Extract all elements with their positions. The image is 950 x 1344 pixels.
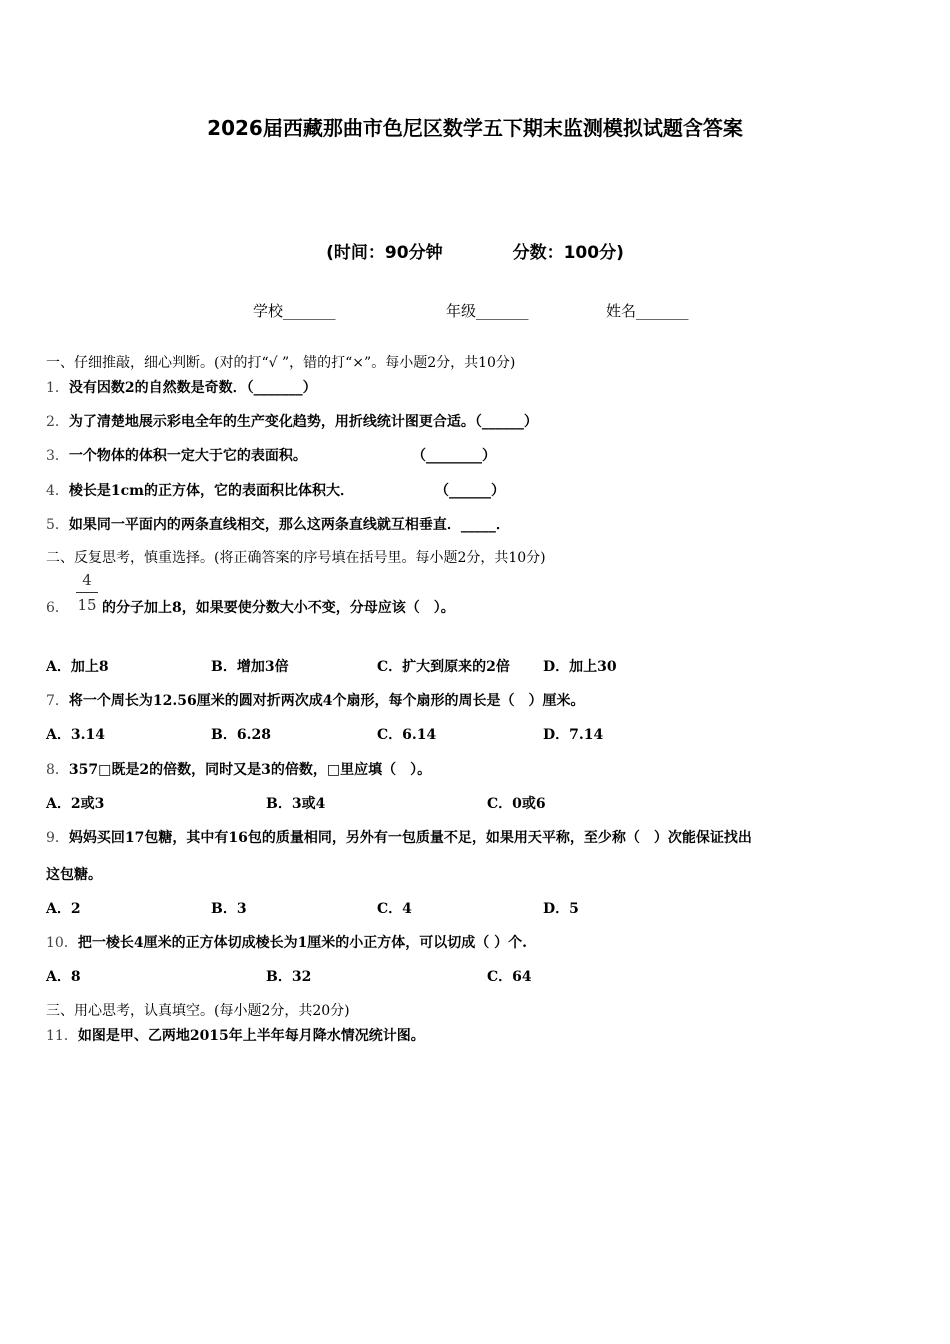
section1-header: 一、仔细推敲，细心判断。(对的打“√ ”，错的打“×”。每小题2分，共10分) (46, 355, 516, 371)
document-title: 2026届西藏那曲市色尼区数学五下期末监测模拟试题含答案 (207, 116, 743, 140)
q8-option-c: C．0或6 (487, 796, 546, 812)
school-field: 学校_______ (253, 302, 336, 320)
time-limit: (时间：90分钟 (326, 243, 443, 263)
q9-option-a: A．2 (46, 901, 81, 917)
grade-field: 年级_______ (446, 302, 529, 320)
q8-option-a: A．2或3 (46, 796, 105, 812)
section3-header: 三、用心思考，认真填空。(每小题2分，共20分) (46, 1003, 350, 1019)
q10-option-c: C．64 (487, 969, 532, 985)
q7-option-d: D．7.14 (543, 727, 604, 743)
q7-option-c: C．6.14 (377, 727, 437, 743)
question-9: 9．妈妈买回17包糖，其中有16包的质量相同，另外有一包质量不足，如果用天平称，至少称（ ）次能保证找出 (46, 830, 752, 846)
question-3: 3．一个物体的体积一定大于它的表面积。 (46, 448, 307, 464)
q7-option-a: A．3.14 (46, 727, 105, 743)
question-1: 1．没有因数2的自然数是奇数．（_______） (46, 380, 317, 396)
fraction-4-15: 4 15 (77, 571, 97, 614)
q9-option-d: D．5 (543, 901, 579, 917)
name-field: 姓名_______ (606, 302, 689, 320)
question-10: 10．把一棱长4厘米的正方体切成棱长为1厘米的小正方体，可以切成（ ）个. (46, 935, 528, 951)
question-4-blank: （______） (435, 483, 505, 499)
question-2: 2．为了清楚地展示彩电全年的生产变化趋势，用折线统计图更合适。（______） (46, 414, 538, 430)
question-7: 7．将一个周长为12.56厘米的圆对折两次成4个扇形，每个扇形的周长是（ ）厘米。 (46, 693, 585, 709)
q9-option-b: B．3 (211, 901, 247, 917)
q10-option-b: B．32 (266, 969, 312, 985)
question-4: 4．棱长是1cm的正方体，它的表面积比体积大． (46, 483, 354, 499)
q6-option-b: B．增加3倍 (211, 659, 289, 675)
q6-option-a: A．加上8 (46, 659, 109, 675)
question-11: 11．如图是甲、乙两地2015年上半年每月降水情况统计图。 (46, 1028, 425, 1044)
question-6: 的分子加上8，如果要使分数大小不变，分母应该（ ）。 (102, 600, 455, 616)
question-3-blank: （________） (412, 448, 496, 464)
q7-option-b: B．6.28 (211, 727, 271, 743)
q6-option-d: D．加上30 (543, 659, 617, 675)
question-5: 5．如果同一平面内的两条直线相交，那么这两条直线就互相垂直．_____． (46, 517, 510, 533)
question-6-number: 6． (46, 600, 69, 616)
q9-option-c: C．4 (377, 901, 412, 917)
question-9-continued: 这包糖。 (46, 867, 102, 883)
total-score: 分数：100分) (512, 243, 624, 263)
q6-option-c: C．扩大到原来的2倍 (377, 659, 510, 675)
section2-header: 二、反复思考，慎重选择。(将正确答案的序号填在括号里。每小题2分，共10分) (46, 550, 546, 566)
exam-meta (0, 238, 950, 263)
q10-option-a: A．8 (46, 969, 81, 985)
q8-option-b: B．3或4 (266, 796, 326, 812)
question-8: 8．357□既是2的倍数，同时又是3的倍数，□里应填（ ）。 (46, 762, 432, 778)
